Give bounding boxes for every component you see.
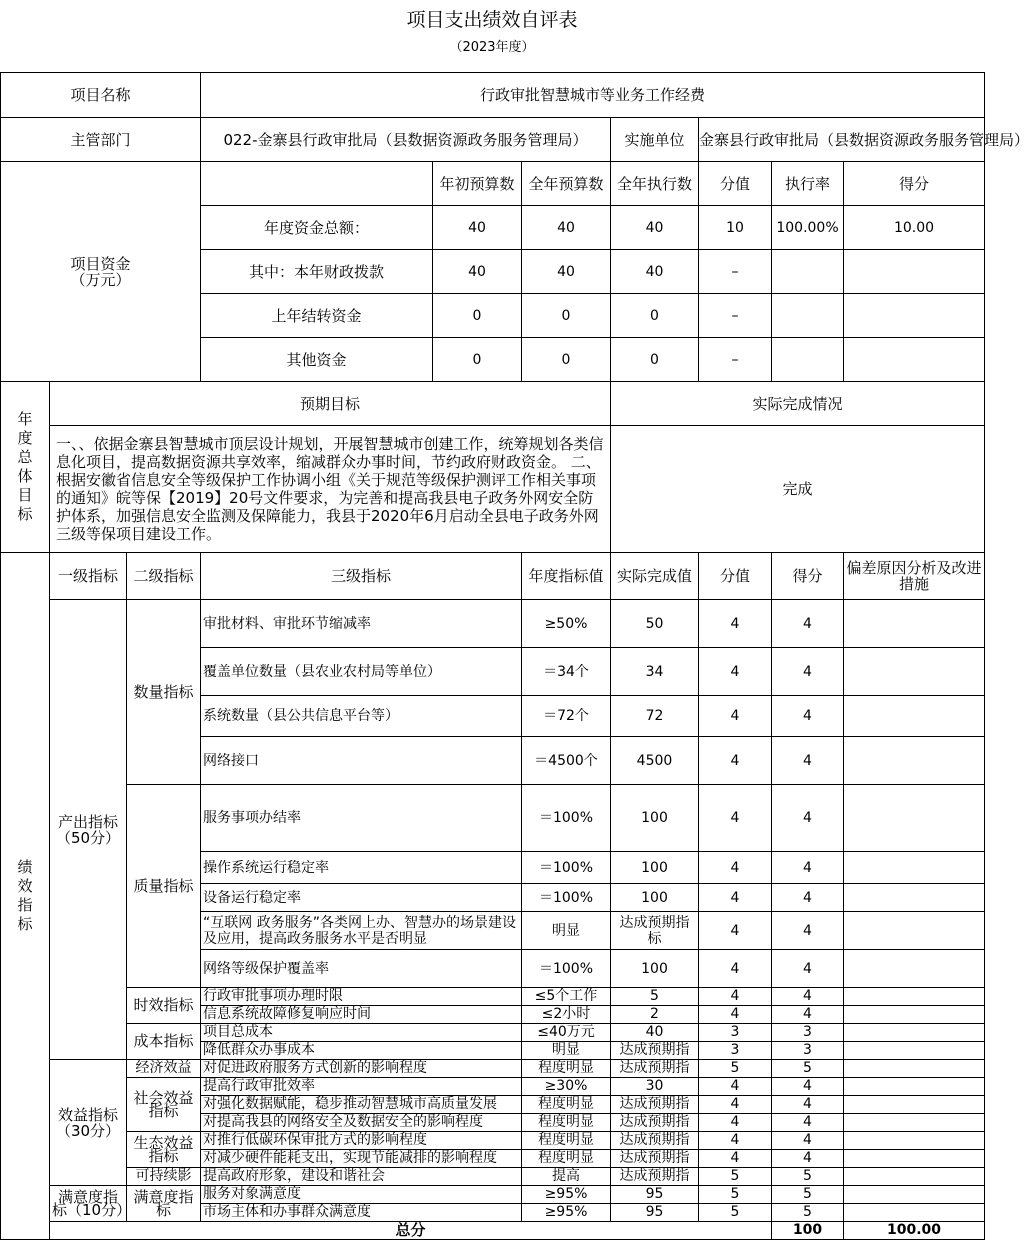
- indicator-actual: 100: [611, 884, 699, 912]
- indicator-actual: 达成预期指: [611, 1096, 699, 1114]
- indicator-target: ＝34个: [522, 648, 611, 696]
- indicator-value: 4: [699, 696, 772, 737]
- group-ecological: 生态效益指标: [127, 1132, 201, 1168]
- indicator-actual: 100: [611, 785, 699, 852]
- indicator-target: 程度明显: [522, 1096, 611, 1114]
- indicator-actual: 5: [611, 988, 699, 1006]
- indicator-value: 4: [699, 950, 772, 988]
- indicator-value: 4: [699, 785, 772, 852]
- indicator-value: 4: [699, 1132, 772, 1150]
- indicator-score: 4: [772, 950, 844, 988]
- funds-initial: 40: [433, 206, 522, 250]
- funds-header-executed: 全年执行数: [611, 162, 699, 206]
- indicator-deviation: [844, 950, 985, 988]
- indicator-name: 操作系统运行稳定率: [201, 852, 522, 884]
- indicator-deviation: [844, 1006, 985, 1024]
- indicator-deviation: [844, 648, 985, 696]
- funds-executed: 40: [611, 250, 699, 294]
- funds-initial: 0: [433, 338, 522, 382]
- indicator-score: 5: [772, 1204, 844, 1222]
- indicator-deviation: [844, 1024, 985, 1042]
- total-score: 100.00: [844, 1222, 985, 1240]
- indicator-name: 对强化数据赋能，稳步推动智慧城市高质量发展: [201, 1096, 522, 1114]
- indicator-actual: 4500: [611, 737, 699, 785]
- indicator-actual: 2: [611, 1006, 699, 1024]
- indicator-deviation: [844, 1078, 985, 1096]
- group-output: 产出指标（50分）: [50, 600, 127, 1060]
- indicator-name: 信息系统故障修复响应时间: [201, 1006, 522, 1024]
- indicator-name: 审批材料、审批环节缩减率: [201, 600, 522, 648]
- indicator-target: ≥30%: [522, 1078, 611, 1096]
- indicator-deviation: [844, 1096, 985, 1114]
- indicator-score: 4: [772, 1150, 844, 1168]
- indicator-deviation: [844, 1132, 985, 1150]
- indicator-score: 4: [772, 648, 844, 696]
- impl-label: 实施单位: [611, 118, 699, 162]
- indicator-actual: 72: [611, 696, 699, 737]
- group-economic: 经济效益: [127, 1060, 201, 1078]
- funds-score-value: 10: [699, 206, 772, 250]
- funds-header-blank: [201, 162, 433, 206]
- indicator-name: 对推行低碳环保审批方式的影响程度: [201, 1132, 522, 1150]
- group-social: 社会效益指标: [127, 1078, 201, 1132]
- header-deviation: 偏差原因分析及改进措施: [844, 553, 985, 600]
- indicator-name: 服务对象满意度: [201, 1186, 522, 1204]
- indicator-name: 覆盖单位数量（县农业农村局等单位）: [201, 648, 522, 696]
- indicator-target: 程度明显: [522, 1114, 611, 1132]
- funds-row-label: 上年结转资金: [201, 294, 433, 338]
- indicator-value: 5: [699, 1060, 772, 1078]
- indicator-target: ＝100%: [522, 950, 611, 988]
- indicator-name: 市场主体和办事群众满意度: [201, 1204, 522, 1222]
- header-score-value: 分值: [699, 553, 772, 600]
- funds-executed: 0: [611, 294, 699, 338]
- indicator-name: 系统数量（县公共信息平台等）: [201, 696, 522, 737]
- indicator-score: 4: [772, 852, 844, 884]
- indicator-actual: 达成预期指标: [611, 912, 699, 950]
- indicator-value: 3: [699, 1024, 772, 1042]
- indicator-name: “互联网 政务服务”各类网上办、智慧办的场景建设及应用，提高政务服务水平是否明显: [201, 912, 522, 950]
- indicator-target: ≥95%: [522, 1204, 611, 1222]
- group-satisfaction-sub: 满意度指标: [127, 1186, 201, 1222]
- indicator-score: 3: [772, 1042, 844, 1060]
- indicator-target: ≤2小时: [522, 1006, 611, 1024]
- funds-row-label: 年度资金总额：: [201, 206, 433, 250]
- indicator-target: ≤5个工作: [522, 988, 611, 1006]
- indicator-name: 行政审批事项办理时限: [201, 988, 522, 1006]
- indicator-actual: 达成预期指: [611, 1150, 699, 1168]
- group-quality: 质量指标: [127, 785, 201, 988]
- indicator-value: 4: [699, 1114, 772, 1132]
- indicator-value: 5: [699, 1204, 772, 1222]
- expected-goal-text: 一、、依据金寨县智慧城市顶层设计规划，开展智慧城市创建工作，统筹规划各类信息化项目，提高数据资源共享效率，缩减群众办事时间，节约政府财政资金。 二、根据安徽省信息安全等级保护工作协调小组《关于规范等级保护测评工作相关事项的通知》皖等保【2019】20号文件要求，为完善和提高我县电子政务外网安全防护体系，加强信息安全监测及保障能力，我县于2020年6月启动全县电子政务外网三级等保项目建设工作。: [50, 426, 611, 553]
- indicator-deviation: [844, 1186, 985, 1204]
- indicator-deviation: [844, 696, 985, 737]
- indicator-deviation: [844, 1150, 985, 1168]
- actual-goal-header: 实际完成情况: [611, 382, 985, 426]
- indicator-target: 程度明显: [522, 1132, 611, 1150]
- funds-score-value: –: [699, 338, 772, 382]
- indicator-deviation: [844, 988, 985, 1006]
- indicator-value: 4: [699, 884, 772, 912]
- funds-score: [844, 250, 985, 294]
- funds-header-annual: 全年预算数: [522, 162, 611, 206]
- indicator-target: ＝100%: [522, 785, 611, 852]
- indicator-target: 程度明显: [522, 1150, 611, 1168]
- indicator-score: 4: [772, 1078, 844, 1096]
- funds-score: 10.00: [844, 206, 985, 250]
- indicator-value: 4: [699, 648, 772, 696]
- funds-score: [844, 294, 985, 338]
- indicator-name: 提高行政审批效率: [201, 1078, 522, 1096]
- page-subtitle: （2023年度）: [449, 40, 535, 55]
- group-satisfaction: 满意度指标（10分）: [50, 1186, 127, 1222]
- indicator-value: 4: [699, 1006, 772, 1024]
- funds-annual: 40: [522, 206, 611, 250]
- indicator-name: 对减少硬件能耗支出，实现节能减排的影响程度: [201, 1150, 522, 1168]
- indicator-name: 提高政府形象，建设和谐社会: [201, 1168, 522, 1186]
- indicator-deviation: [844, 884, 985, 912]
- indicator-deviation: [844, 600, 985, 648]
- funds-header-initial: 年初预算数: [433, 162, 522, 206]
- indicator-deviation: [844, 912, 985, 950]
- indicator-score: 4: [772, 912, 844, 950]
- total-value: 100: [772, 1222, 844, 1240]
- impl-value: 金寨县行政审批局（县数据资源政务服务管理局）: [699, 118, 985, 162]
- indicator-value: 4: [699, 737, 772, 785]
- indicator-actual: 100: [611, 852, 699, 884]
- indicator-value: 4: [699, 988, 772, 1006]
- project-name-label: 项目名称: [1, 73, 201, 118]
- indicator-actual: 95: [611, 1204, 699, 1222]
- funds-label-line2: （万元）: [70, 270, 131, 289]
- group-cost: 成本指标: [127, 1024, 201, 1060]
- indicator-actual: 40: [611, 1024, 699, 1042]
- indicator-deviation: [844, 737, 985, 785]
- indicator-score: 5: [772, 1186, 844, 1204]
- indicator-target: ＝100%: [522, 852, 611, 884]
- funds-executed: 0: [611, 338, 699, 382]
- header-level1: 一级指标: [50, 553, 127, 600]
- indicator-name: 项目总成本: [201, 1024, 522, 1042]
- indicator-value: 5: [699, 1186, 772, 1204]
- indicator-target: 明显: [522, 1042, 611, 1060]
- indicator-target: 程度明显: [522, 1060, 611, 1078]
- funds-rate: [772, 250, 844, 294]
- indicator-value: 4: [699, 852, 772, 884]
- funds-annual: 0: [522, 294, 611, 338]
- funds-annual: 0: [522, 338, 611, 382]
- indicator-target: 明显: [522, 912, 611, 950]
- goals-side-label: 年度总体目标: [1, 382, 50, 553]
- total-label: 总分: [50, 1222, 772, 1240]
- indicator-actual: 达成预期指: [611, 1168, 699, 1186]
- dept-label: 主管部门: [1, 118, 201, 162]
- indicator-actual: 达成预期指: [611, 1114, 699, 1132]
- funds-score-value: –: [699, 250, 772, 294]
- funds-rate: 100.00%: [772, 206, 844, 250]
- group-benefit: 效益指标（30分）: [50, 1060, 127, 1186]
- header-target: 年度指标值: [522, 553, 611, 600]
- indicator-score: 4: [772, 988, 844, 1006]
- indicator-score: 4: [772, 884, 844, 912]
- funds-header-score: 得分: [844, 162, 985, 206]
- indicator-target: ≤40万元: [522, 1024, 611, 1042]
- expected-goal-header: 预期目标: [50, 382, 611, 426]
- indicator-target: ≥50%: [522, 600, 611, 648]
- funds-executed: 40: [611, 206, 699, 250]
- indicator-value: 4: [699, 1096, 772, 1114]
- funds-label: [1, 162, 201, 382]
- indicator-actual: 95: [611, 1186, 699, 1204]
- indicator-score: 4: [772, 1006, 844, 1024]
- indicator-target: ＝72个: [522, 696, 611, 737]
- indicator-name: 设备运行稳定率: [201, 884, 522, 912]
- indicator-actual: 达成预期指: [611, 1132, 699, 1150]
- funds-header-score-value: 分值: [699, 162, 772, 206]
- indicator-actual: 50: [611, 600, 699, 648]
- dept-value: 022-金寨县行政审批局（县数据资源政务服务管理局）: [201, 118, 611, 162]
- group-quantity: 数量指标: [127, 600, 201, 785]
- indicator-score: 5: [772, 1060, 844, 1078]
- group-timeliness: 时效指标: [127, 988, 201, 1024]
- funds-initial: 40: [433, 250, 522, 294]
- indicator-target: 提高: [522, 1168, 611, 1186]
- indicator-target: ＝4500个: [522, 737, 611, 785]
- indicator-deviation: [844, 852, 985, 884]
- header-score: 得分: [772, 553, 844, 600]
- indicator-score: 4: [772, 1114, 844, 1132]
- indicator-name: 对促进政府服务方式创新的影响程度: [201, 1060, 522, 1078]
- indicator-value: 5: [699, 1168, 772, 1186]
- indicator-score: 3: [772, 1024, 844, 1042]
- indicator-value: 4: [699, 912, 772, 950]
- indicator-score: 4: [772, 1132, 844, 1150]
- indicator-name: 对提高我县的网络安全及数据安全的影响程度: [201, 1114, 522, 1132]
- indicator-value: 4: [699, 1150, 772, 1168]
- funds-header-rate: 执行率: [772, 162, 844, 206]
- indicator-name: 服务事项办结率: [201, 785, 522, 852]
- indicator-score: 4: [772, 696, 844, 737]
- indicator-score: 4: [772, 1096, 844, 1114]
- funds-annual: 40: [522, 250, 611, 294]
- indicator-name: 降低群众办事成本: [201, 1042, 522, 1060]
- funds-label-line1: 项目资金: [70, 254, 131, 273]
- indicator-actual: 100: [611, 950, 699, 988]
- indicator-value: 4: [699, 600, 772, 648]
- header-level2: 二级指标: [127, 553, 201, 600]
- header-actual: 实际完成值: [611, 553, 699, 600]
- indicator-score: 4: [772, 600, 844, 648]
- indicator-actual: 达成预期指: [611, 1042, 699, 1060]
- indicator-score: 4: [772, 785, 844, 852]
- funds-score-value: –: [699, 294, 772, 338]
- page-title: 项目支出绩效自评表: [406, 9, 578, 31]
- indicator-name: 网络等级保护覆盖率: [201, 950, 522, 988]
- evaluation-table: [0, 72, 1029, 1240]
- funds-rate: [772, 294, 844, 338]
- indicator-deviation: [844, 1168, 985, 1186]
- indicator-score: 4: [772, 737, 844, 785]
- actual-goal-text: 完成: [611, 426, 985, 553]
- indicator-value: 4: [699, 1078, 772, 1096]
- indicator-target: ≥95%: [522, 1186, 611, 1204]
- indicator-deviation: [844, 1204, 985, 1222]
- header-level3: 三级指标: [201, 553, 522, 600]
- indicator-actual: 34: [611, 648, 699, 696]
- indicator-score: 5: [772, 1168, 844, 1186]
- group-sustainable: 可持续影: [127, 1168, 201, 1186]
- indicator-deviation: [844, 785, 985, 852]
- indicators-side-label: 绩效指标: [1, 553, 50, 1240]
- funds-initial: 0: [433, 294, 522, 338]
- indicator-actual: 达成预期指: [611, 1060, 699, 1078]
- indicator-name: 网络接口: [201, 737, 522, 785]
- indicator-actual: 30: [611, 1078, 699, 1096]
- funds-rate: [772, 338, 844, 382]
- funds-row-label: 其中：本年财政拨款: [201, 250, 433, 294]
- indicator-deviation: [844, 1042, 985, 1060]
- funds-score: [844, 338, 985, 382]
- indicator-value: 3: [699, 1042, 772, 1060]
- indicator-target: ＝100%: [522, 884, 611, 912]
- indicator-deviation: [844, 1060, 985, 1078]
- indicator-deviation: [844, 1114, 985, 1132]
- funds-row-label: 其他资金: [201, 338, 433, 382]
- project-name: 行政审批智慧城市等业务工作经费: [201, 73, 985, 118]
